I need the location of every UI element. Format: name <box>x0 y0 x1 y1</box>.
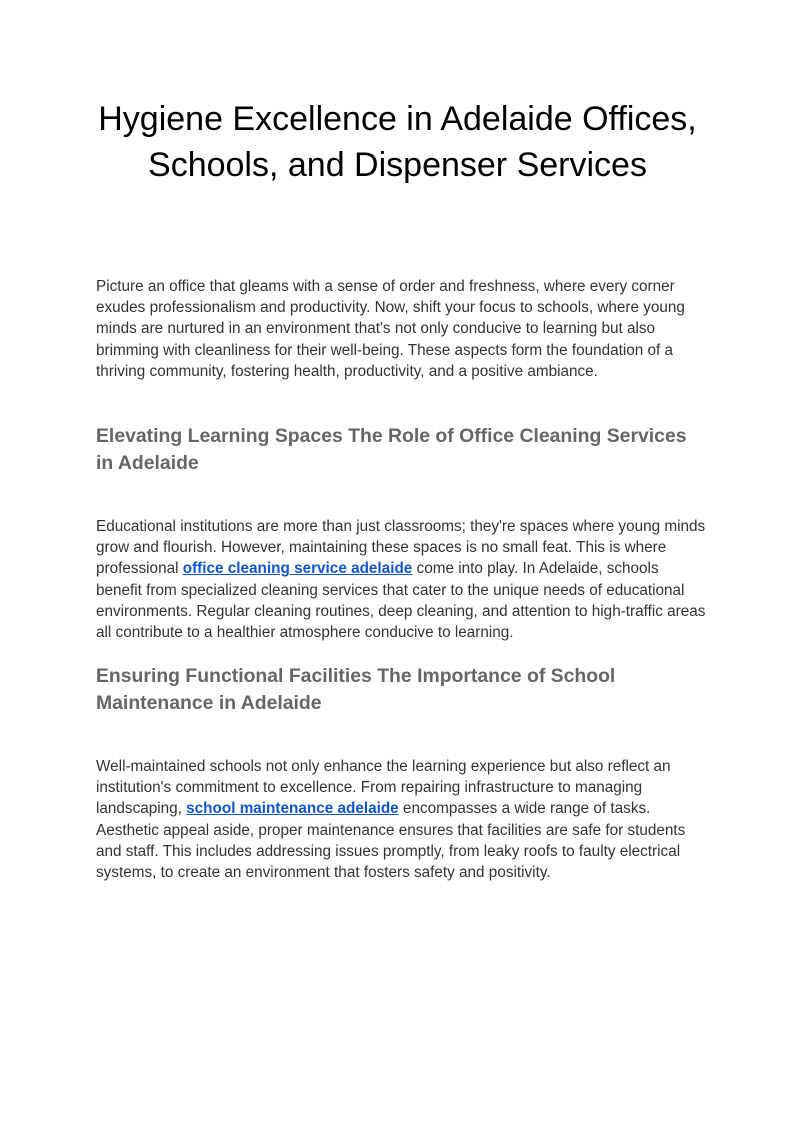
section-1-text-after-link: come into play. In Adelaide, schools benefit from specialized cleaning services that cater to the unique needs of educational environments. Regular cleaning routines, deep cleaning, and attention to high-traffic areas all contribute to a healthier atmosphere conducive to learning. <box>96 560 706 642</box>
document-title: Hygiene Excellence in Adelaide Offices, Schools, and Dispenser Services <box>98 100 697 184</box>
section-1-text-before-link: Educational institutions are more than just classrooms; they're spaces where young minds grow and flourish. However, maintaining these spaces is no small feat. This is where professional <box>96 518 706 578</box>
section-1-paragraph <box>96 516 706 643</box>
school-maintenance-link[interactable]: school maintenance adelaide <box>186 800 399 818</box>
section-2-text-after-link: encompasses a wide range of tasks. Aesthetic appeal aside, proper maintenance ensures that facilities are safe for students and staff. This includes addressing issues promptly, from leaky roofs to faulty electrical systems, to create an environment that fosters safety and positivity. <box>96 800 686 882</box>
section-2-text-before-link: Well-maintained schools not only enhance the learning experience but also reflect an institution's commitment to excellence. From repairing infrastructure to managing landscaping, <box>96 758 671 818</box>
intro-paragraph: Picture an office that gleams with a sense of order and freshness, where every corner exudes professionalism and productivity. Now, shift your focus to schools, where young minds are nurtured in an environment that's not only conducive to learning but also brimming with cleanliness for their well-being. These aspects form the foundation of a thriving community, fostering health, productivity, and a positive ambiance. <box>96 278 685 380</box>
section-1-heading: Elevating Learning Spaces The Role of Office Cleaning Services in Adelaide <box>96 425 687 474</box>
section-2-heading: Ensuring Functional Facilities The Importance of School Maintenance in Adelaide <box>96 665 616 714</box>
office-cleaning-service-link[interactable]: office cleaning service adelaide <box>182 560 413 578</box>
section-2-paragraph <box>96 756 706 883</box>
